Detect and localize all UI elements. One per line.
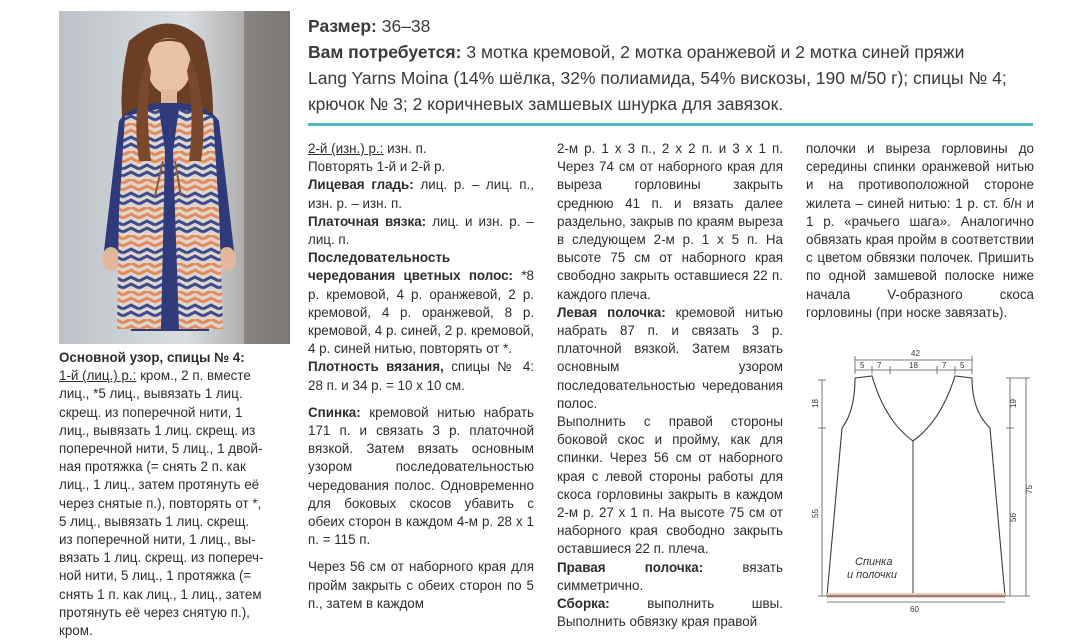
gauge-label: Плотность вязания, [308,359,444,375]
col1-line: через снятые п.), повторять от *, [59,495,262,511]
left-body-label: 55 [811,509,820,518]
sequence-text: *8 р. кремовой, 4 р. оранжевой, 2 р. кремовой, 4 р. оранжевой, 8 р. кремовой, 4 р. синей, 2 р. кремовой, 4 р. синей нитью, повторять от *. [308,268,534,357]
accent-divider [308,123,1033,126]
garment-outline [827,376,1005,596]
row1-label: 1-й (лиц.) р.: [59,368,137,384]
col1-line: из поперечной нити, 1 лиц., вы- [59,532,256,548]
finishing-text: полочки и выреза горловины до середины спинки оранжевой нитью и на противоположной стороне жилета – синей нитью: 1 р. ст. б/н и 1 р. «рачьего шага». Аналогично обвязать края пройм в соответствии с цветом обвязки полочек. Пришить по одной замшевой полоске ниже начала V-образного скоса горловины (при носке завязать). [806,141,1034,320]
needs-line3: крючок № 3; 2 коричневых замшевых шнурка для завязок. [308,94,784,114]
col1-line: протянуть её через снятую п.), [59,604,250,620]
diagram-caption-line2: и полочки [847,569,897,581]
right-total-label: 75 [1025,485,1034,494]
left-front-label: Левая полочка: [557,304,666,320]
garment-schematic [800,346,1045,621]
seg-label: 18 [909,361,918,370]
stockinette-label: Лицевая гладь: [308,177,414,193]
product-photo [59,11,290,344]
size-line [308,13,1040,39]
col1-line: кром., 2 п. вместе [140,368,251,384]
needs-line [308,39,1040,65]
back-continued-text: 2-м р. 1 х 3 п., 2 х 2 п. и 3 х 1 п. Через 74 см от наборного края для выреза горловины закрыть среднюю 41 п. и вязать далее раздельно, закрыв по краям выреза в следующем 2-м р. 1 х 5 п. На высоте 75 см от наборного края свободно закрыть оставшиеся 22 п. каждого плеча. [557,141,783,302]
col1-line: снять 1 п. как лиц., 1 лиц., затем [59,586,262,602]
row2-text: изн. п. [387,141,427,156]
col1-line: ной нити, 5 лиц., 1 протяжка (= [59,568,252,584]
col1-line: 5 лиц., вывязать 1 лиц. скрещ. [59,513,250,529]
right-body-label: 56 [1009,513,1018,522]
row2-label: 2-й (изн.) р.: [308,141,384,156]
column-finishing [806,140,1034,322]
left-front-text: кремовой нитью набрать 87 п. и связать 3 р. платочной вязкой. Затем вязать основным узором последовательностью чередования полос. [557,304,783,411]
sequence-label: Последовательность чередования цветных полос: [308,250,514,284]
column-fronts [557,140,783,631]
size-label: Размер: [308,16,377,36]
back-text: кремовой нитью набрать 171 п. и связать 3 р. платочной вязкой. Затем вязать основным узором последовательностью чередования полос. Одновременно для боковых скосов убавить с обеих сторон в каждом 4-м р. 28 х 1 п. = 115 п. [308,404,534,548]
col1-line: лиц., *5 лиц., вывязать 1 лиц. [59,386,243,402]
back-text-2: Через 56 см от наборного края для пройм закрыть с обеих сторон по 5 п., затем в каждом [308,559,534,611]
col1-line: поперечной нити, 5 лиц., 1 двой- [59,441,263,457]
assembly-label: Сборка: [557,596,610,612]
photo-illustration [59,11,290,344]
left-front-text-2: Выполнить с правой стороны боковой скос и пройму, как для спинки. Через 56 см от наборного края с левой стороны работы для скоса горловины закрыть в каждом 2-м р. 27 х 1 п. На высоте 75 см от наборного края свободно закрыть оставшиеся 22 п. плеча. [557,414,783,557]
size-value: 36–38 [381,16,431,36]
garter-text: лиц. и изн. р. – лиц. п. [308,213,534,248]
assembly-text: выполнить швы. Выполнить обвязку края правой [557,596,783,630]
needs-label: Вам потребуется: [308,42,462,62]
col1-line: вязать 1 лиц. скрещ. из попереч- [59,550,264,566]
left-armhole-label: 18 [811,399,820,408]
col1-line: лиц., вывязать 1 лиц. скрещ. из [59,422,256,438]
stockinette-text: лиц. р. – лиц. п., изн. р. – изн. п. [308,177,534,211]
column-techniques [308,140,534,613]
col1-line: скрещ. из поперечной нити, 1 [59,404,243,420]
right-armhole-label: 19 [1009,399,1018,408]
col1-line: лиц., 1 лиц., затем протянуть её [59,477,260,493]
top-width-label: 42 [911,349,920,358]
materials-header [308,13,1040,117]
seg-label: 7 [942,361,947,370]
diagram-caption-line1: Спинка [855,556,893,568]
garter-label: Платочная вязка: [308,213,427,229]
seg-label: 5 [960,361,965,370]
right-front-label: Правая полочка: [557,559,704,575]
col1-line: кром. [59,623,93,639]
needs-line2: Lang Yarns Moina (14% шёлка, 32% полиамида, 54% вискозы, 190 м/50 г); спицы № 4; [308,68,1007,88]
back-label: Спинка: [308,404,361,420]
right-front-text: вязать симметрично. [557,559,783,593]
bottom-width-label: 60 [910,605,919,614]
seg-label: 7 [877,361,882,370]
main-pattern-title: Основной узор, спицы № 4: [59,350,245,365]
seg-label: 5 [860,361,865,370]
repeat-text: Повторять 1-й и 2-й р. [308,159,446,175]
column-main-pattern [59,349,285,640]
col1-line: ная протяжка (= снять 2 п. как [59,459,246,475]
gauge-text: спицы № 4: 28 п. и 34 р. = 10 х 10 см. [308,359,534,393]
needs-line1: 3 мотка кремовой, 2 мотка оранжевой и 2 мотка синей пряжи [466,42,965,62]
